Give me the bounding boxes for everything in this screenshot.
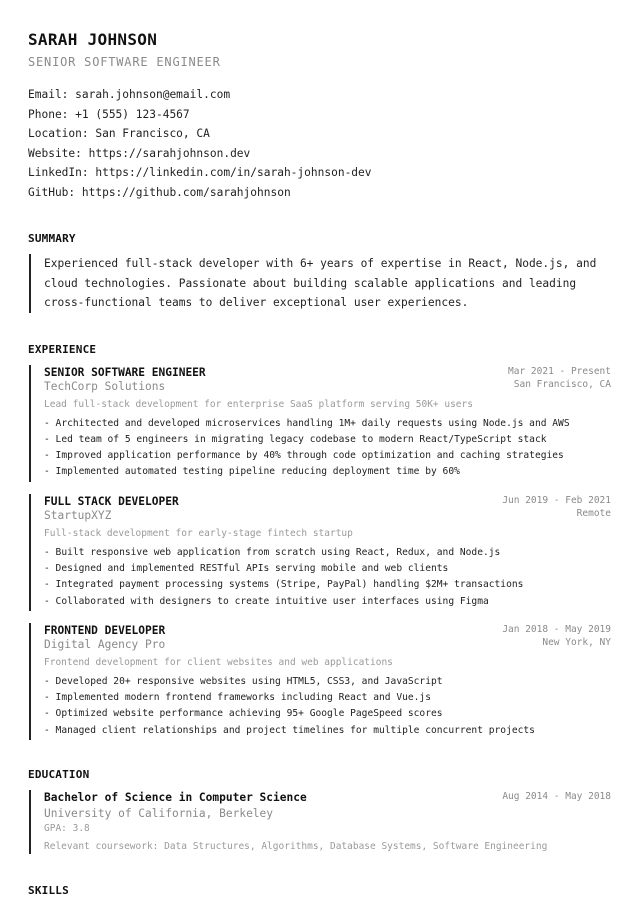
degree: Bachelor of Science in Computer Science — [44, 791, 307, 805]
resume-header — [28, 30, 611, 202]
contact-email: Email: sarah.johnson@email.com — [28, 88, 231, 101]
job-bullets — [44, 545, 611, 610]
job-location: San Francisco, CA — [513, 378, 611, 390]
education-section — [28, 768, 611, 854]
job-entry — [29, 365, 611, 482]
contact-info — [28, 85, 611, 202]
job-bullets — [44, 416, 611, 481]
section-heading-summary: SUMMARY — [28, 232, 76, 245]
experience-section — [28, 343, 611, 741]
gpa: GPA: 3.8 — [44, 823, 90, 835]
job-title: FULL STACK DEVELOPER — [44, 494, 179, 508]
job-bullet: - Developed 20+ responsive websites using HTML5, CSS3, and JavaScript — [44, 675, 443, 687]
contact-location: Location: San Francisco, CA — [28, 127, 210, 140]
contact-phone: Phone: +1 (555) 123-4567 — [28, 107, 190, 121]
section-heading-skills: SKILLS — [28, 884, 69, 898]
job-bullets — [44, 674, 611, 739]
contact-linkedin: LinkedIn: https://linkedin.com/in/sarah-johnson-dev — [28, 166, 372, 179]
job-company: StartupXYZ — [44, 508, 112, 522]
contact-website: Website: https://sarahjohnson.dev — [28, 146, 251, 160]
summary-body — [29, 254, 611, 313]
coursework: Relevant coursework: Data Structures, Algorithms, Database Systems, Software Engineering — [44, 841, 548, 853]
job-title: FRONTEND DEVELOPER — [44, 623, 166, 637]
summary-line: Experienced full-stack developer with 6+ years of expertise in React, Node.js, and — [44, 257, 597, 270]
job-bullet: - Integrated payment processing systems (Stripe, PayPal) handling $2M+ transactions — [44, 579, 524, 591]
job-description: Lead full-stack development for enterprise SaaS platform serving 50K+ users — [44, 398, 473, 410]
job-company: Digital Agency Pro — [44, 637, 166, 651]
education-dates: Aug 2014 - May 2018 — [502, 791, 611, 803]
job-title: SENIOR SOFTWARE ENGINEER — [44, 365, 206, 379]
summary-line: cross-functional teams to deliver exceptional user experiences. — [44, 296, 469, 309]
job-entry — [29, 623, 611, 740]
job-bullet: - Architected and developed microservices handling 1M+ daily requests using Node.js and AWS — [44, 417, 570, 429]
summary-section — [28, 232, 611, 313]
job-bullet: - Managed client relationships and project timelines for multiple concurrent projects — [44, 724, 535, 736]
job-company: TechCorp Solutions — [44, 379, 166, 393]
contact-github: GitHub: https://github.com/sarahjohnson — [28, 185, 291, 199]
education-entry — [29, 790, 611, 854]
job-description: Full-stack development for early-stage fintech startup — [44, 527, 353, 539]
candidate-title: SENIOR SOFTWARE ENGINEER — [28, 55, 221, 69]
section-heading-education: EDUCATION — [28, 768, 90, 782]
job-dates: Jan 2018 - May 2019 — [502, 623, 611, 635]
resume-page — [28, 30, 611, 898]
job-bullet: - Led team of 5 engineers in migrating legacy codebase to modern React/TypeScript stack — [44, 433, 547, 445]
job-location: New York, NY — [542, 636, 611, 648]
job-bullet: - Designed and implemented RESTful APIs serving mobile and web clients — [44, 562, 449, 574]
job-bullet: - Improved application performance by 40% through code optimization and caching strategies — [44, 450, 564, 462]
job-bullet: - Implemented automated testing pipeline reducing deployment time by 60% — [44, 466, 460, 478]
job-bullet: - Collaborated with designers to create intuitive user interfaces using Figma — [44, 595, 489, 607]
school-name: University of California, Berkeley — [44, 807, 274, 821]
job-description: Frontend development for client websites and web applications — [44, 656, 393, 668]
job-dates: Jun 2019 - Feb 2021 — [502, 494, 611, 506]
candidate-name: SARAH JOHNSON — [28, 30, 158, 49]
job-entry — [29, 494, 611, 611]
job-bullet: - Implemented modern frontend frameworks including React and Vue.js — [44, 692, 431, 704]
section-heading-experience: EXPERIENCE — [28, 342, 97, 356]
skills-section — [28, 884, 611, 898]
job-bullet: - Built responsive web application from scratch using React, Redux, and Node.js — [44, 546, 501, 558]
summary-line: cloud technologies. Passionate about building scalable applications and leading — [44, 276, 577, 290]
job-location: Remote — [576, 507, 611, 519]
job-dates: Mar 2021 - Present — [508, 365, 611, 377]
job-bullet: - Optimized website performance achieving 95+ Google PageSpeed scores — [44, 708, 443, 720]
